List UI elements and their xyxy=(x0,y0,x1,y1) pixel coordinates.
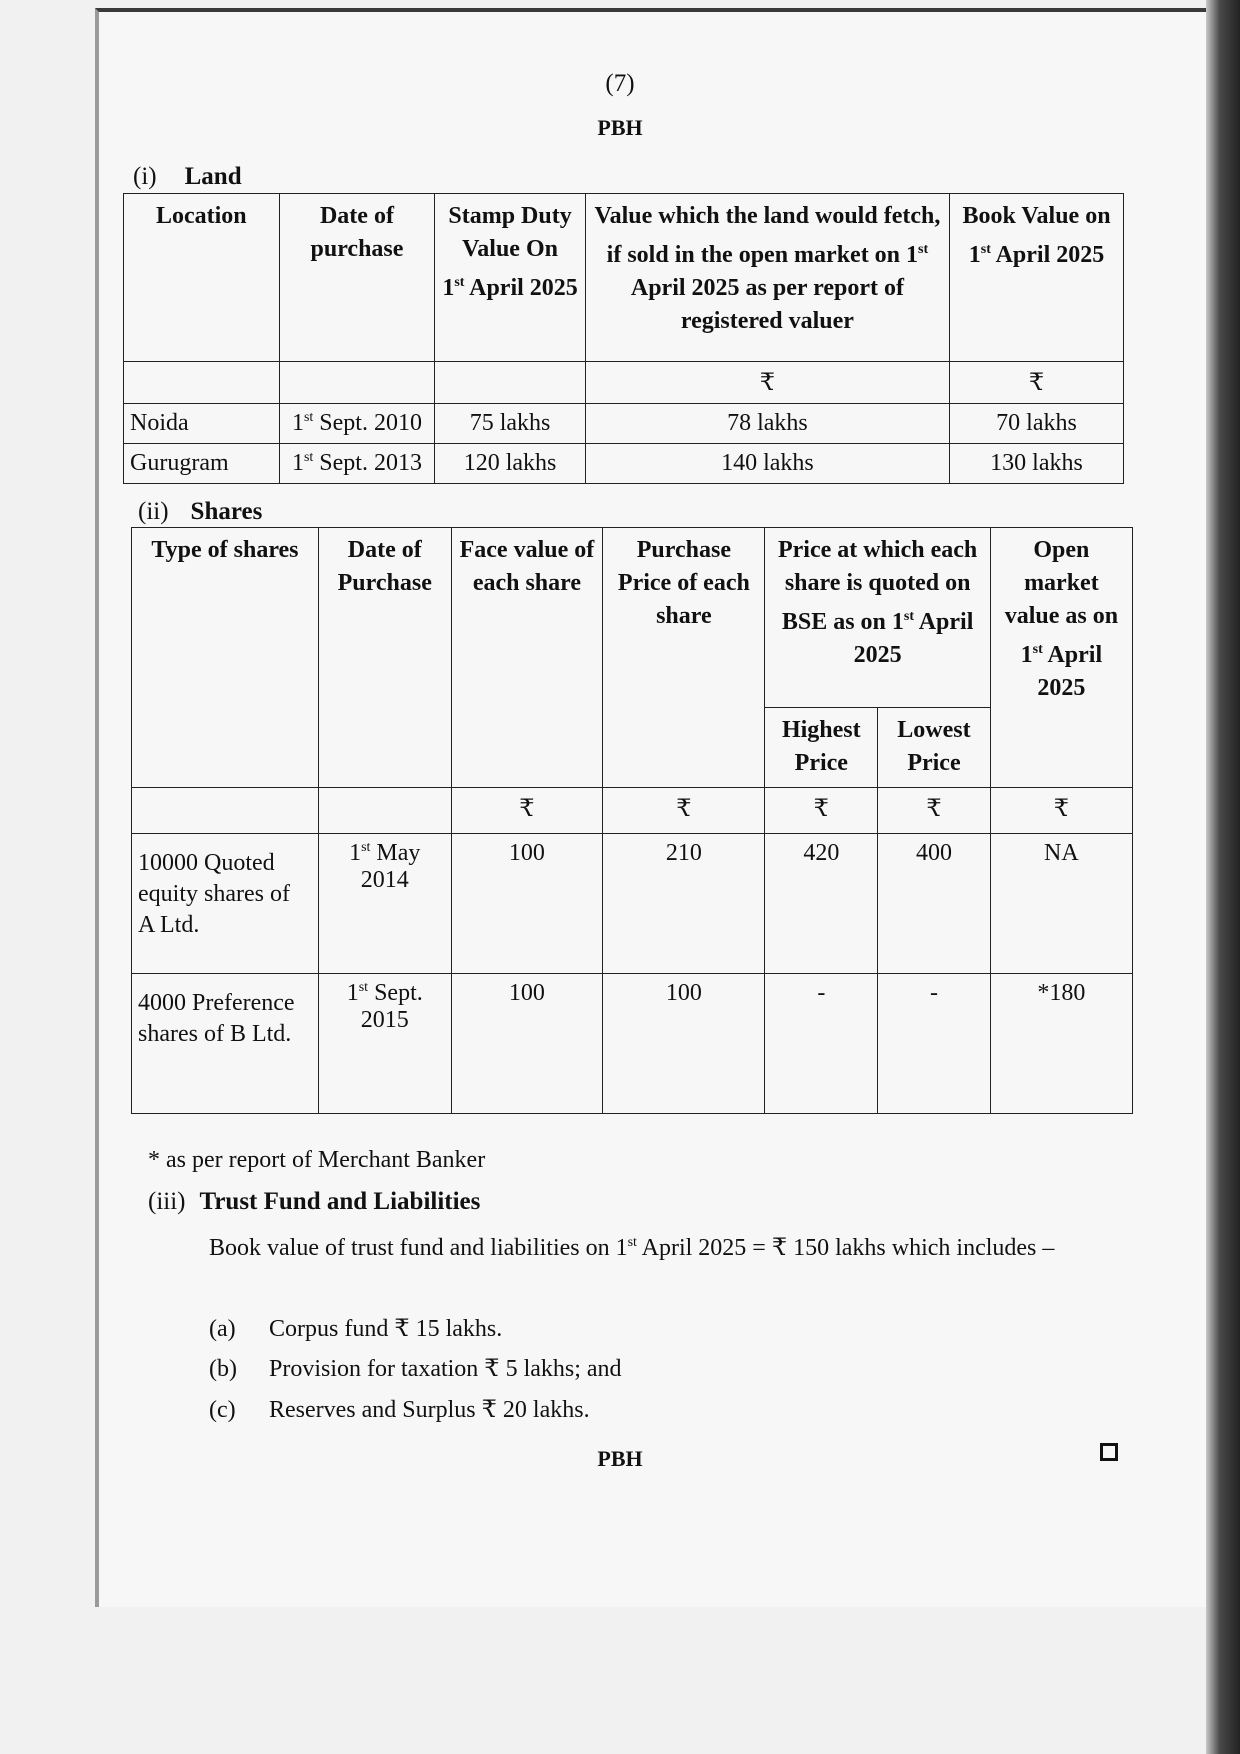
table-row: Noida 1st Sept. 2010 75 lakhs 78 lakhs 70 lakhs xyxy=(124,404,1124,444)
shares-header-face: Face value of each share xyxy=(451,528,603,788)
land-header-book: Book Value on 1st April 2025 xyxy=(950,194,1124,362)
shares-header-purchase: Purchase Price of each share xyxy=(603,528,765,788)
shares-heading: (ii) Shares xyxy=(138,498,263,525)
page-number: (7) xyxy=(605,70,635,97)
paper-code-bottom: PBH xyxy=(597,1446,643,1471)
land-currency-book: ₹ xyxy=(950,362,1124,404)
trust-text: Book value of trust fund and liabilities on 1st April 2025 = ₹ 150 lakhs which includes – xyxy=(209,1235,1055,1261)
trust-heading: (iii) Trust Fund and Liabilities xyxy=(148,1188,481,1215)
land-table xyxy=(123,193,1124,484)
shares-header-open: Open market value as on 1st April 2025 xyxy=(990,528,1132,788)
land-header-stamp: Stamp Duty Value On 1st April 2025 xyxy=(435,194,586,362)
page-edge-shadow xyxy=(1206,0,1240,1754)
shares-table: Type of shares Date of Purchase Face value of each share Purchase Price of each share Price at which each share is quoted on BSE as on 1st April 2025 Open market value as on 1st April 2025 Highest Price Lowest Price ₹ ₹ ₹ ₹ ₹ 10000 Quoted equity shares of A Ltd. 1st May 2014 100 210 420 400 NA 4000 Preference shares of B Ltd. 1st Sept. 2015 100 100 - - *180 xyxy=(131,527,1133,1114)
land-header-market: Value which the land would fetch, if sold in the open market on 1st April 2025 as per report of registered valuer xyxy=(585,194,949,362)
end-square-icon xyxy=(1100,1443,1118,1461)
shares-header-date: Date of Purchase xyxy=(318,528,451,788)
shares-header-type: Type of shares xyxy=(132,528,319,788)
table-row: 4000 Preference shares of B Ltd. 1st Sept. 2015 100 100 - - *180 xyxy=(132,974,1133,1114)
paper-code-top: PBH xyxy=(597,115,643,140)
list-item: (b) Provision for taxation ₹ 5 lakhs; and xyxy=(209,1356,622,1382)
land-header-location: Location xyxy=(124,194,280,362)
table-row: Gurugram 1st Sept. 2013 120 lakhs 140 lakhs 130 lakhs xyxy=(124,444,1124,484)
table-row: 10000 Quoted equity shares of A Ltd. 1st May 2014 100 210 420 400 NA xyxy=(132,834,1133,974)
list-item: (a) Corpus fund ₹ 15 lakhs. xyxy=(209,1316,503,1342)
land-currency-market: ₹ xyxy=(585,362,949,404)
footnote: * as per report of Merchant Banker xyxy=(148,1147,486,1173)
land-heading: (i) Land xyxy=(133,163,242,190)
shares-header-bse: Price at which each share is quoted on BSE as on 1st April 2025 xyxy=(765,528,990,708)
list-item: (c) Reserves and Surplus ₹ 20 lakhs. xyxy=(209,1397,590,1423)
land-header-date: Date of purchase xyxy=(279,194,435,362)
shares-header-lowest: Lowest Price xyxy=(878,708,991,788)
shares-header-highest: Highest Price xyxy=(765,708,878,788)
